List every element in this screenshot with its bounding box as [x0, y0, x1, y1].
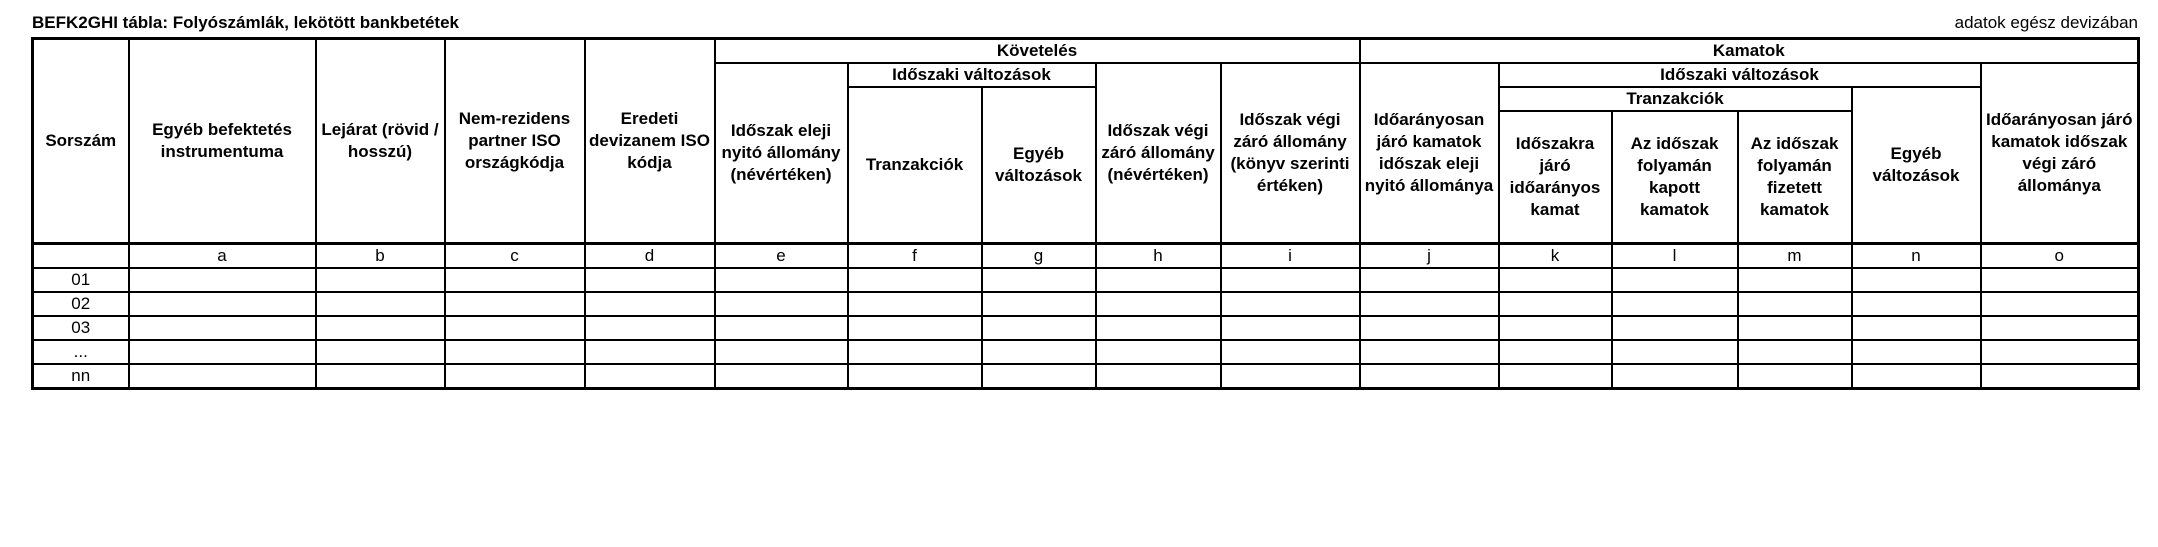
table-cell[interactable]: [1852, 292, 1981, 316]
table-cell[interactable]: [1612, 268, 1738, 292]
table-cell[interactable]: [1360, 316, 1499, 340]
table-cell[interactable]: [129, 268, 316, 292]
unit-note: adatok egész devizában: [1954, 13, 2138, 32]
table-cell[interactable]: [1221, 364, 1360, 389]
table-cell[interactable]: [848, 316, 982, 340]
table-cell[interactable]: [1612, 316, 1738, 340]
table-cell[interactable]: [715, 340, 848, 364]
table-cell[interactable]: [1738, 364, 1852, 389]
column-letter: k: [1499, 244, 1612, 269]
table-cell[interactable]: [1981, 268, 2139, 292]
table-cell[interactable]: [848, 268, 982, 292]
row-number: ...: [33, 340, 129, 364]
table-row: [33, 292, 2139, 316]
column-letter: l: [1612, 244, 1738, 269]
column-letter: b: [316, 244, 445, 269]
col-header-egyeb-befektetes: Egyéb befektetés instrumentuma: [129, 39, 316, 244]
col-header-nem-rezidens: Nem-rezidens partner ISO országkódja: [445, 39, 585, 244]
row-number: nn: [33, 364, 129, 389]
table-cell[interactable]: [1499, 316, 1612, 340]
column-letter: a: [129, 244, 316, 269]
table-cell[interactable]: [1981, 340, 2139, 364]
table-cell[interactable]: [1981, 316, 2139, 340]
table-cell[interactable]: [445, 364, 585, 389]
table-cell[interactable]: [982, 364, 1096, 389]
column-letter: m: [1738, 244, 1852, 269]
column-letter: c: [445, 244, 585, 269]
table-cell[interactable]: [1499, 340, 1612, 364]
table-cell[interactable]: [1096, 316, 1221, 340]
table-title: BEFK2GHI tábla: Folyószámlák, lekötött bankbetétek: [32, 13, 459, 32]
table-row: [33, 268, 2139, 292]
table-cell[interactable]: [129, 364, 316, 389]
table-cell[interactable]: [1096, 268, 1221, 292]
table-cell[interactable]: [316, 292, 445, 316]
table-cell[interactable]: [1096, 364, 1221, 389]
column-letter: g: [982, 244, 1096, 269]
table-cell[interactable]: [1852, 316, 1981, 340]
table-cell[interactable]: [1852, 268, 1981, 292]
column-letter: f: [848, 244, 982, 269]
table-cell[interactable]: [585, 268, 715, 292]
row-number: 02: [33, 292, 129, 316]
table-cell[interactable]: [1499, 268, 1612, 292]
col-header-idoszak-vegi-zaro-nev: Időszak végi záró állomány (névértéken): [1096, 63, 1221, 244]
column-letter: o: [1981, 244, 2139, 269]
table-row: [33, 316, 2139, 340]
table-cell[interactable]: [715, 364, 848, 389]
table-cell[interactable]: [129, 292, 316, 316]
table-cell[interactable]: [1738, 268, 1852, 292]
table-cell[interactable]: [1499, 364, 1612, 389]
col-header-idoszak-eleji-nyito: Időszak eleji nyitó állomány (névértéken): [715, 63, 848, 244]
table-cell[interactable]: [316, 364, 445, 389]
col-header-eredeti-devizanem: Eredeti devizanem ISO kódja: [585, 39, 715, 244]
table-cell[interactable]: [129, 340, 316, 364]
table-cell[interactable]: [585, 292, 715, 316]
column-letter: [33, 244, 129, 269]
data-table: [31, 37, 2140, 390]
table-cell[interactable]: [1096, 292, 1221, 316]
table-cell[interactable]: [1360, 268, 1499, 292]
column-letter: e: [715, 244, 848, 269]
table-cell[interactable]: [585, 316, 715, 340]
table-cell[interactable]: [848, 292, 982, 316]
table-cell[interactable]: [982, 292, 1096, 316]
table-cell[interactable]: [445, 292, 585, 316]
table-cell[interactable]: [715, 292, 848, 316]
table-cell[interactable]: [1499, 292, 1612, 316]
table-cell[interactable]: [1221, 340, 1360, 364]
table-cell[interactable]: [982, 340, 1096, 364]
column-letter: d: [585, 244, 715, 269]
table-cell[interactable]: [1360, 292, 1499, 316]
col-header-idoszakra-jaro: Időszakra járó időarányos kamat: [1499, 111, 1612, 244]
table-cell[interactable]: [982, 316, 1096, 340]
subgroup-header-idoszaki-valtozasok-2: Időszaki változások: [1499, 63, 1981, 87]
column-letter-row: [33, 244, 2139, 269]
table-cell[interactable]: [316, 316, 445, 340]
table-row: [33, 364, 2139, 389]
group-header-kamatok: Kamatok: [1360, 39, 2139, 64]
table-cell[interactable]: [1096, 340, 1221, 364]
col-header-idoaranyos-zaro: Időarányosan járó kamatok időszak végi záró állománya: [1981, 63, 2139, 244]
table-cell[interactable]: [316, 268, 445, 292]
table-cell[interactable]: [1612, 364, 1738, 389]
table-cell[interactable]: [715, 316, 848, 340]
subgroup-header-idoszaki-valtozasok-1: Időszaki változások: [848, 63, 1096, 87]
table-cell[interactable]: [848, 340, 982, 364]
column-letter: h: [1096, 244, 1221, 269]
col-header-idoaranyos-nyito: Időarányosan járó kamatok időszak eleji nyitó állománya: [1360, 63, 1499, 244]
row-number: 01: [33, 268, 129, 292]
subgroup-header-tranzakciok-2: Tranzakciók: [1499, 87, 1852, 111]
table-row: [33, 340, 2139, 364]
table-cell[interactable]: [1738, 340, 1852, 364]
column-letter: n: [1852, 244, 1981, 269]
table-cell[interactable]: [1221, 292, 1360, 316]
table-cell[interactable]: [1738, 316, 1852, 340]
col-header-egyeb-valtozasok-2: Egyéb változások: [1852, 87, 1981, 244]
col-header-idoszak-vegi-zaro-konyv: Időszak végi záró állomány (könyv szerinti értéken): [1221, 63, 1360, 244]
table-cell[interactable]: [1221, 268, 1360, 292]
col-header-egyeb-valtozasok-1: Egyéb változások: [982, 87, 1096, 244]
group-header-koveteles: Követelés: [715, 39, 1360, 64]
col-header-tranzakciok-1: Tranzakciók: [848, 87, 982, 244]
table-cell[interactable]: [316, 340, 445, 364]
table-cell[interactable]: [1738, 292, 1852, 316]
col-header-fizetett-kamatok: Az időszak folyamán fizetett kamatok: [1738, 111, 1852, 244]
table-cell[interactable]: [445, 316, 585, 340]
table-cell[interactable]: [1981, 292, 2139, 316]
table-cell[interactable]: [585, 340, 715, 364]
table-cell[interactable]: [1360, 364, 1499, 389]
table-cell[interactable]: [715, 268, 848, 292]
table-cell[interactable]: [1360, 340, 1499, 364]
row-number: 03: [33, 316, 129, 340]
table-cell[interactable]: [445, 340, 585, 364]
col-header-kapott-kamatok: Az időszak folyamán kapott kamatok: [1612, 111, 1738, 244]
column-letter: i: [1221, 244, 1360, 269]
table-cell[interactable]: [848, 364, 982, 389]
table-cell[interactable]: [1612, 292, 1738, 316]
column-letter: j: [1360, 244, 1499, 269]
table-cell[interactable]: [129, 316, 316, 340]
table-cell[interactable]: [1852, 340, 1981, 364]
table-cell[interactable]: [585, 364, 715, 389]
table-cell[interactable]: [445, 268, 585, 292]
table-cell[interactable]: [982, 268, 1096, 292]
table-cell[interactable]: [1221, 316, 1360, 340]
table-cell[interactable]: [1981, 364, 2139, 389]
table-cell[interactable]: [1612, 340, 1738, 364]
col-header-sorszam: Sorszám: [33, 39, 129, 244]
col-header-lejarat: Lejárat (rövid / hosszú): [316, 39, 445, 244]
table-cell[interactable]: [1852, 364, 1981, 389]
